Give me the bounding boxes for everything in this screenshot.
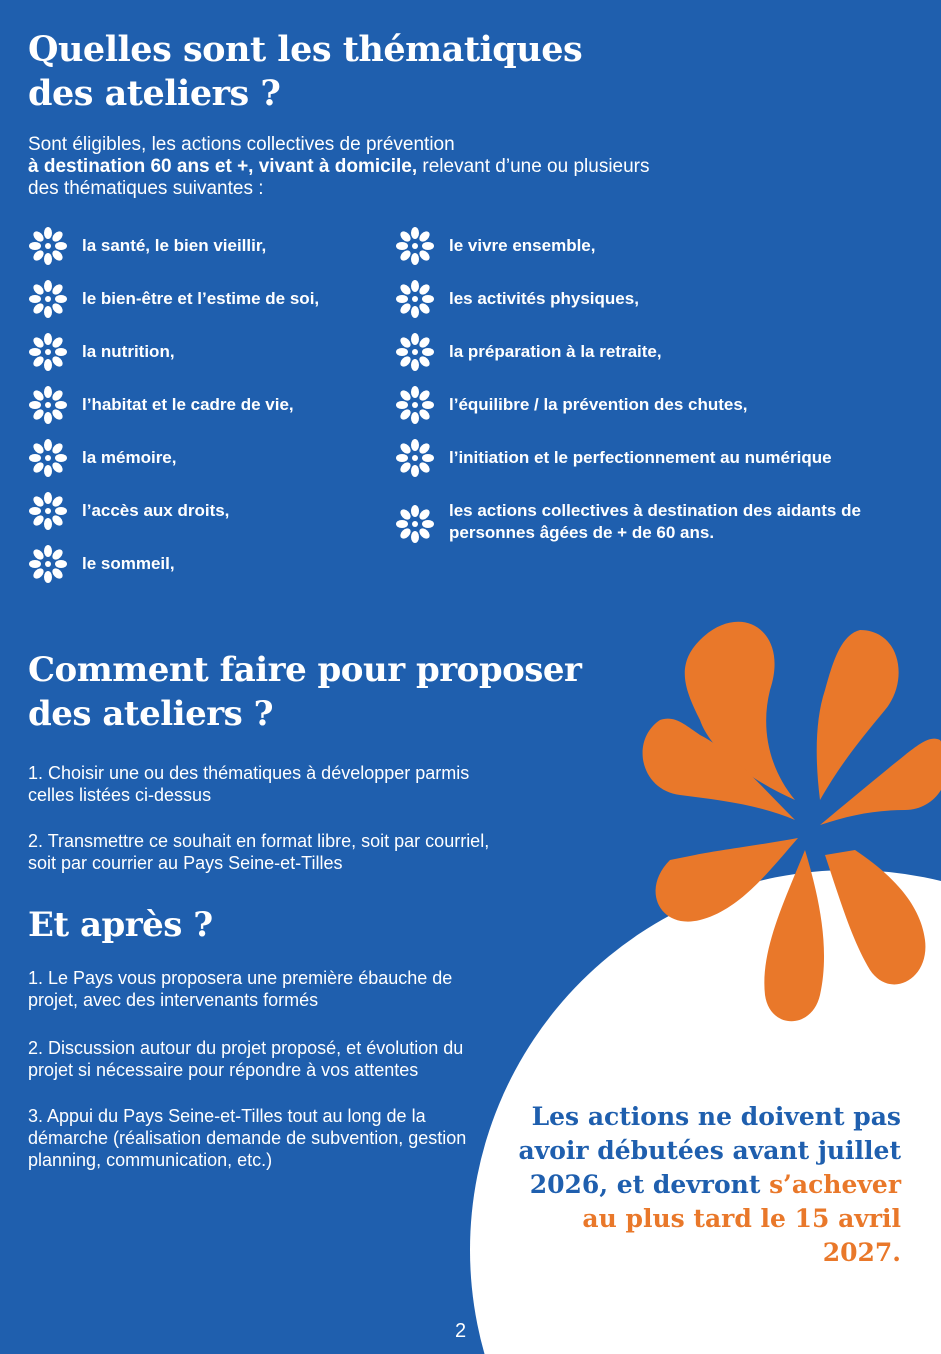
- flower-bullet-icon: [395, 226, 435, 266]
- theme-item: [395, 500, 875, 544]
- theme-label: le sommeil,: [82, 554, 175, 573]
- flower-bullet-icon: [28, 279, 68, 319]
- theme-item: [28, 288, 319, 319]
- flower-bullet-icon: [395, 504, 435, 544]
- flower-bullet-icon: [28, 385, 68, 425]
- theme-item: [28, 341, 175, 372]
- step-paragraph: 3. Appui du Pays Seine-et-Tilles tout au long de la démarche (réalisation demande de subvention, gestion planning, communication, etc.): [28, 1106, 467, 1170]
- theme-item: [395, 288, 639, 319]
- section-title-thematiques: Quelles sont les thématiques des ateliers ?: [28, 29, 583, 114]
- theme-item: [395, 235, 595, 266]
- intro-bold-text: à destination 60 ans et +, vivant à domicile,: [28, 156, 418, 177]
- step-paragraph: 2. Transmettre ce souhait en format libre, soit par courriel, soit par courrier au Pays Seine-et-Tilles: [28, 831, 490, 873]
- theme-label: l’habitat et le cadre de vie,: [82, 395, 294, 414]
- flower-bullet-icon: [28, 332, 68, 372]
- orange-flower-icon: [620, 610, 941, 1030]
- flower-bullet-icon: [395, 438, 435, 478]
- theme-label: le bien-être et l’estime de soi,: [82, 289, 320, 308]
- theme-item: [28, 553, 175, 584]
- flower-bullet-icon: [28, 438, 68, 478]
- theme-item: [28, 447, 177, 478]
- flower-bullet-icon: [395, 279, 435, 319]
- theme-item: [28, 235, 266, 266]
- theme-label: les activités physiques,: [449, 289, 639, 308]
- theme-label: l’initiation et le perfectionnement au numérique: [449, 448, 832, 467]
- theme-label: les actions collectives à destination des aidants de personnes âgées de + de 60 ans.: [449, 501, 861, 542]
- theme-label: le vivre ensemble,: [449, 236, 596, 255]
- theme-label: la mémoire,: [82, 448, 177, 467]
- section-title-comment-faire: Comment faire pour proposer des ateliers ?: [28, 650, 582, 734]
- step-paragraph: 2. Discussion autour du projet proposé, et évolution du projet si nécessaire pour répondre à vos attentes: [28, 1038, 464, 1080]
- step-paragraph: 1. Le Pays vous proposera une première ébauche de projet, avec des intervenants formés: [28, 968, 453, 1010]
- section-title-et-apres: Et après ?: [28, 905, 213, 945]
- theme-item: [395, 341, 662, 372]
- intro-text-2: relevant d’une ou plusieurs des thématiques suivantes :: [28, 156, 650, 199]
- theme-item: [28, 500, 229, 531]
- theme-label: l’équilibre / la prévention des chutes,: [449, 395, 748, 414]
- flower-bullet-icon: [28, 491, 68, 531]
- theme-item: [395, 394, 748, 425]
- intro-text-1: Sont éligibles, les actions collectives de prévention: [28, 134, 455, 155]
- theme-item: [28, 394, 294, 425]
- flower-bullet-icon: [395, 332, 435, 372]
- step-paragraph: 1. Choisir une ou des thématiques à développer parmis celles listées ci-dessus: [28, 763, 470, 805]
- notice-blue-text: Les actions ne doivent pas avoir débutées avant juillet 2026, et devront: [518, 1102, 901, 1199]
- flower-bullet-icon: [395, 385, 435, 425]
- notice-orange-text: s’achever au plus tard le 15 avril 2027.: [582, 1170, 901, 1267]
- flower-bullet-icon: [28, 544, 68, 584]
- page-number: 2: [455, 1320, 467, 1342]
- deadline-notice: [501, 1100, 901, 1270]
- intro-paragraph: [28, 134, 668, 200]
- theme-label: la santé, le bien vieillir,: [82, 236, 267, 255]
- theme-label: la préparation à la retraite,: [449, 342, 662, 361]
- theme-label: la nutrition,: [82, 342, 175, 361]
- flower-bullet-icon: [28, 226, 68, 266]
- theme-item: [395, 447, 832, 478]
- theme-label: l’accès aux droits,: [82, 501, 230, 520]
